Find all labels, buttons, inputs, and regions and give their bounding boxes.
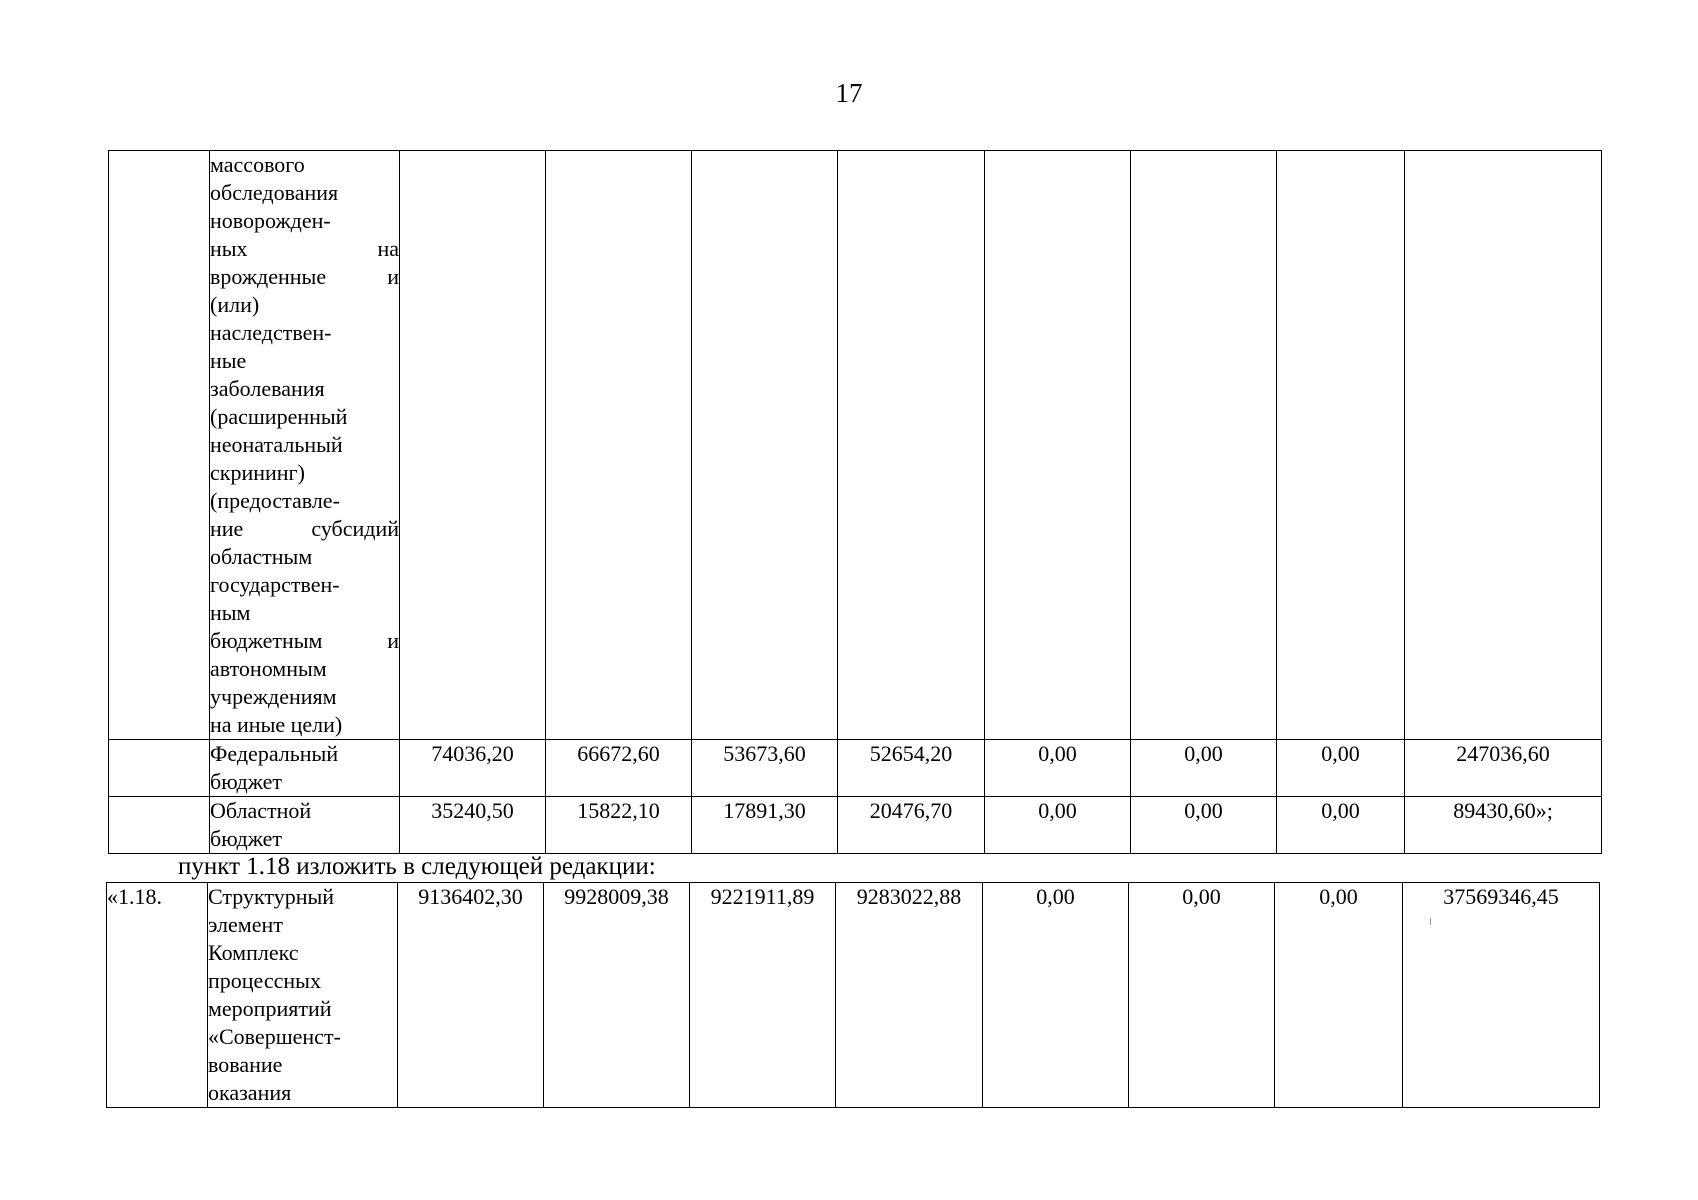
- desc-line: неонатальный: [210, 432, 343, 457]
- budget-label-cell: Федеральный бюджет: [210, 740, 400, 797]
- budget-table-continued: [108, 150, 1602, 854]
- desc-line: автономным: [210, 656, 327, 681]
- total-cell: 37569346,45: [1403, 883, 1600, 1108]
- value-cell: 17891,30: [692, 797, 838, 854]
- value-cell: 0,00: [1277, 740, 1405, 797]
- value-cell: 74036,20: [400, 740, 546, 797]
- index-cell: [109, 797, 210, 854]
- desc-line: ным: [210, 600, 251, 625]
- index-cell: [109, 151, 210, 740]
- value-cell: 0,00: [1129, 883, 1275, 1108]
- value-cell: 0,00: [1131, 797, 1277, 854]
- desc-line: врожденные и: [210, 264, 399, 289]
- desc-line: государствен-: [210, 572, 340, 597]
- desc-line: (предоставле-: [210, 488, 340, 513]
- total-cell: 89430,60»;: [1405, 797, 1602, 854]
- desc-line: на иные цели): [210, 712, 343, 737]
- item-index-cell: «1.18.: [107, 883, 208, 1108]
- value-cell: 9283022,88: [836, 883, 983, 1108]
- value-cell: 15822,10: [546, 797, 692, 854]
- structural-element-row: [107, 883, 1600, 1108]
- desc-line: новорожден-: [210, 208, 331, 233]
- desc-line: обследования: [210, 180, 339, 205]
- measure-description-cell: [210, 151, 400, 740]
- value-cell: 0,00: [1275, 883, 1403, 1108]
- value-cell: 52654,20: [838, 740, 985, 797]
- item-label-cell: Структурный элемент Комплекс процессных мероприятий «Совершенст- вование оказания: [208, 883, 398, 1108]
- value-cell: 66672,60: [546, 740, 692, 797]
- regional-budget-row: [109, 797, 1602, 854]
- value-cell: 0,00: [1277, 797, 1405, 854]
- value-cell: 9928009,38: [544, 883, 690, 1108]
- value-cell: 0,00: [985, 740, 1131, 797]
- scan-mark: [1430, 918, 1431, 925]
- index-cell: [109, 740, 210, 797]
- desc-line: заболевания: [210, 376, 325, 401]
- description-row: [109, 151, 1602, 740]
- federal-budget-row: [109, 740, 1602, 797]
- instruction-text: пункт 1.18 изложить в следующей редакции:: [178, 853, 656, 880]
- total-cell: 247036,60: [1405, 740, 1602, 797]
- value-cell: 35240,50: [400, 797, 546, 854]
- value-cell: 0,00: [1131, 740, 1277, 797]
- desc-line: областным: [210, 544, 313, 569]
- page-number: 17: [835, 78, 863, 108]
- budget-label-cell: Областной бюджет: [210, 797, 400, 854]
- budget-table-item-1-18: [106, 882, 1600, 1108]
- desc-line: скрининг): [210, 460, 305, 485]
- value-cell: 9136402,30: [398, 883, 544, 1108]
- desc-line: (расширенный: [210, 404, 348, 429]
- desc-line: (или): [210, 292, 260, 317]
- desc-line: учреждениям: [210, 684, 337, 709]
- value-cell: 0,00: [983, 883, 1129, 1108]
- desc-line: наследствен-: [210, 320, 332, 345]
- value-cell: 0,00: [985, 797, 1131, 854]
- value-cell: 9221911,89: [690, 883, 836, 1108]
- value-cell: 53673,60: [692, 740, 838, 797]
- desc-line: ние субсидий: [210, 516, 399, 541]
- desc-line: ные: [210, 348, 247, 373]
- desc-line: ных на: [210, 236, 399, 261]
- desc-line: бюджетным и: [210, 628, 399, 653]
- value-cell: 20476,70: [838, 797, 985, 854]
- desc-line: массового: [210, 152, 305, 177]
